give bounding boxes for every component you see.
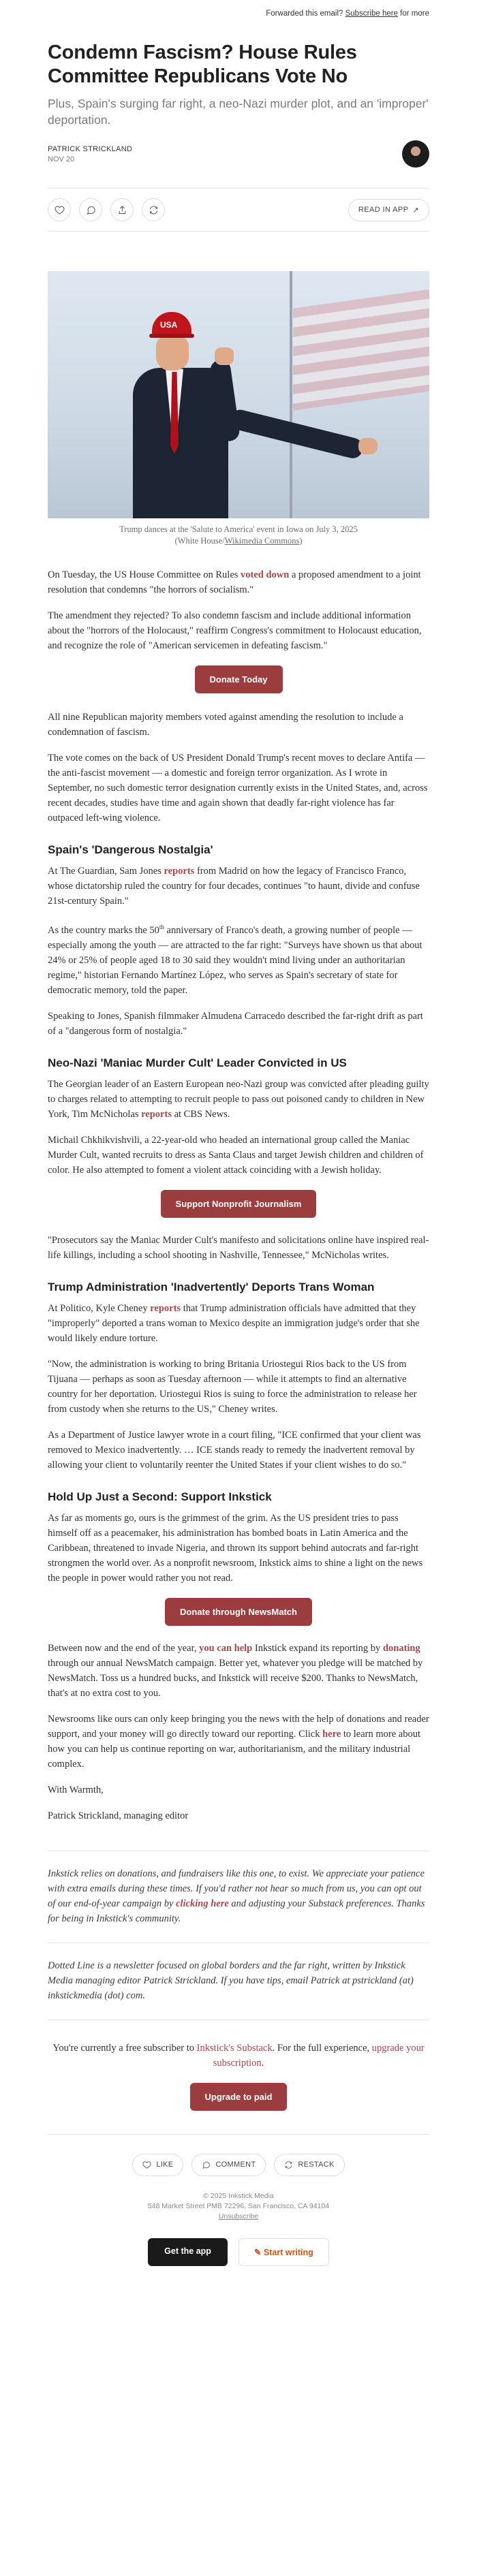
section-heading: Neo-Nazi 'Maniac Murder Cult' Leader Convicted in US bbox=[48, 1056, 347, 1069]
paragraph: On Tuesday, the US House Committee on Rules voted down a proposed amendment to a joint resolution that condemns "the horrors of socialism." bbox=[48, 569, 421, 595]
fundraiser-note: Inkstick relies on donations, and fundraisers like this one, to exist. We appreciate your patience with extra emails during these times. If you'd rather not hear so much from us, you can opt out of our end-of-year campaign by clicking here and adjusting your Substack preferences. Thanks for being in Inkstick's community. bbox=[48, 1868, 425, 1924]
paragraph: "Prosecutors say the Maniac Murder Cult's manifesto and solicitations online have inspired real-life killings, including a school shooting in Nashville, Tennessee," McNicholas writes. bbox=[48, 1234, 429, 1261]
you-can-help-link[interactable]: you can help bbox=[199, 1642, 253, 1654]
footer bbox=[48, 2041, 429, 2266]
figure-fist bbox=[215, 347, 234, 365]
hero-image[interactable] bbox=[48, 271, 429, 518]
read-in-app-label: READ IN APP bbox=[358, 206, 409, 214]
caption-main: Trump dances at the 'Salute to America' event in Iowa on July 3, 2025 bbox=[119, 524, 358, 534]
paragraph: "Now, the administration is working to bring Britania Uriostegui Rios back to the US from Tijuana — perhaps as soon as Tuesday afternoon — while it attempts to find an alternative country for her deportation. Uriostegui Rios is suing to force the administration to release her from custody when she returns to the US," Cheney writes. bbox=[48, 1358, 417, 1415]
paragraph: Michail Chkhikvishvili, a 22-year-old who headed an international group called the Maniac Murder Cult, wanted recruits to dress as Santa Claus and target Jewish children and children of color. He also attempted to foment a violent attack coinciding with a Jewish holiday. bbox=[48, 1134, 424, 1176]
forwarded-text: Forwarded this email? bbox=[266, 10, 343, 18]
donating-link[interactable]: donating bbox=[382, 1642, 420, 1654]
app-buttons bbox=[48, 2238, 429, 2266]
figure bbox=[133, 312, 235, 518]
subscription-notice: You're currently a free subscriber to Inkstick's Substack. For the full experience, upgrade your subscription. bbox=[52, 2042, 425, 2069]
paragraph: At The Guardian, Sam Jones reports from Madrid on how the legacy of Francisco Franco, whose dictatorship ruled the country for four decades, continues "to haunt, divide and confuse 21st-century Spain." bbox=[48, 866, 420, 907]
guardian-report-link[interactable]: reports bbox=[164, 866, 195, 877]
paragraph: Speaking to Jones, Spanish filmmaker Almudena Carracedo described the far-right drift as part of a "dangerous form of nostalgia." bbox=[48, 1010, 423, 1037]
paragraph: All nine Republican majority members voted against amending the resolution to include a condemnation of fascism. bbox=[48, 712, 403, 738]
author-avatar[interactable] bbox=[402, 140, 429, 168]
signature: Patrick Strickland, managing editor bbox=[48, 1810, 189, 1821]
cbs-report-link[interactable]: reports bbox=[141, 1108, 172, 1120]
caption-credit-prefix: (White House/ bbox=[174, 536, 225, 546]
donate-today-button[interactable]: Donate Today bbox=[195, 665, 283, 693]
figure-face bbox=[156, 336, 189, 371]
byline bbox=[48, 140, 429, 168]
pen-icon: ✎ bbox=[253, 2247, 264, 2257]
divider bbox=[48, 2134, 429, 2135]
post-date: NOV 20 bbox=[48, 155, 75, 163]
here-link[interactable]: here bbox=[322, 1728, 341, 1740]
upgrade-to-paid-button[interactable]: Upgrade to paid bbox=[190, 2083, 288, 2111]
unsubscribe-link[interactable]: Unsubscribe bbox=[218, 2212, 259, 2220]
opt-out-link[interactable]: clicking here bbox=[176, 1898, 229, 1909]
section-heading: Hold Up Just a Second: Support Inkstick bbox=[48, 1490, 272, 1503]
flagpole bbox=[290, 271, 292, 518]
action-bar bbox=[48, 188, 429, 232]
post-subtitle: Plus, Spain's surging far right, a neo-Nazi murder plot, and an 'improper' deportation. bbox=[48, 97, 429, 127]
address: 548 Market Street PMB 72296, San Francisco, CA 94104 bbox=[147, 2201, 330, 2210]
comment-icon bbox=[86, 205, 96, 215]
flag-background bbox=[293, 288, 429, 411]
restack-icon bbox=[284, 2161, 293, 2169]
paragraph: The vote comes on the back of US President Donald Trump's recent moves to declare Antifa — the anti-fascist movement — a domestic and foreign terror organization. As I wrote in September, no such domestic terror designation currently exists in the United States, and, across recent decades, studies have time and again shown that deadly far-right violence has far outpaced left-wing violence. bbox=[48, 753, 428, 823]
legal-info bbox=[48, 2191, 429, 2222]
upgrade-link[interactable]: upgrade your subscription bbox=[213, 2042, 425, 2069]
voted-down-link[interactable]: voted down bbox=[241, 569, 290, 580]
restack-icon bbox=[149, 205, 159, 215]
support-journalism-button[interactable]: Support Nonprofit Journalism bbox=[161, 1190, 317, 1218]
footer-comment-button[interactable]: COMMENT bbox=[191, 2154, 266, 2176]
copyright: © 2025 Inkstick Media bbox=[203, 2191, 274, 2200]
read-in-app-button[interactable] bbox=[348, 199, 429, 221]
paragraph: Between now and the end of the year, you can help Inkstick expand its reporting by donating through our annual NewsMatch campaign. Better yet, whatever you pledge will be matched by NewsMatch. Toss us a hundred bucks, and Inkstick will receive $200. Thanks to NewsMatch, that's at no extra cost to you. bbox=[48, 1642, 423, 1699]
paragraph: The Georgian leader of an Eastern European neo-Nazi group was convicted after pleading guilty to charges related to attempting to recruit people to pass out poisoned candy to children in New York, Tim McNicholas reports at CBS News. bbox=[48, 1078, 429, 1120]
cap-text: USA bbox=[160, 320, 178, 330]
paragraph: Newsrooms like ours can only keep bringing you the news with the help of donations and reader support, and your money will go directly toward our reporting. Click here to learn more about how you can help us continue reporting on war, authoritarianism, and the military industrial complex. bbox=[48, 1713, 429, 1770]
restack-button[interactable] bbox=[142, 198, 165, 221]
subscribe-link[interactable]: Subscribe here bbox=[345, 10, 398, 18]
red-cap-brim bbox=[149, 334, 194, 338]
paragraph: As a Department of Justice lawyer wrote in a court filing, "ICE confirmed that your client was removed to Mexico inadvertently. … ICE stands ready to remedy the inadvertent removal by allowing your client to voluntarily reenter the United States if your client wishes to do so." bbox=[48, 1429, 421, 1471]
politico-report-link[interactable]: reports bbox=[150, 1302, 181, 1314]
paragraph: The amendment they rejected? To also condemn fascism and include additional information about the "horrors of the Holocaust," reaffirm Congress's commitment to Holocaust education, and recognize the role of "American servicemen in defeating fascism." bbox=[48, 610, 422, 651]
signoff: With Warmth, bbox=[48, 1784, 104, 1795]
author-name[interactable]: PATRICK STRICKLAND bbox=[48, 144, 133, 153]
forwarded-bar bbox=[0, 0, 477, 20]
get-app-button[interactable]: Get the app bbox=[148, 2238, 228, 2266]
footer-restack-button[interactable]: RESTACK bbox=[274, 2154, 344, 2176]
paragraph: As far as moments go, ours is the grimmest of the grim. As the US president tries to pass himself off as a peacemaker, his administration has bombed boats in Latin America and the Caribbean, threatened to invade Nigeria, and thrown its support behind autocrats and far-right strongmen the world over. As a nonprofit newsroom, Inkstick aims to shine a light on the news the people in power would rather you not read. bbox=[48, 1512, 423, 1584]
comment-icon bbox=[202, 2161, 211, 2169]
figure-right-hand bbox=[358, 438, 378, 454]
caption-credit-suffix: ) bbox=[299, 536, 303, 546]
paragraph: As the country marks the 50th anniversary of Franco's death, a growing number of people — especially among the youth — are attracted to the far right: "Surveys have shown us that about 24% or 25% of people aged 18 to 30 said they wouldn't mind living under an authoritarian regime," historian Fernando Martínez López, who serves as Spain's secretary of state for democratic memory, told the paper. bbox=[48, 924, 422, 996]
section-heading: Trump Administration 'Inadvertently' Deports Trans Woman bbox=[48, 1280, 375, 1293]
substack-link[interactable]: Inkstick's Substack bbox=[196, 2042, 273, 2054]
footer-like-button[interactable]: LIKE bbox=[132, 2154, 183, 2176]
section-heading: Spain's 'Dangerous Nostalgia' bbox=[48, 843, 213, 856]
newsmatch-button[interactable]: Donate through NewsMatch bbox=[165, 1598, 312, 1626]
heart-icon bbox=[55, 205, 65, 215]
start-writing-button[interactable]: ✎ Start writing bbox=[238, 2238, 329, 2266]
caption-credit-link[interactable]: Wikimedia Commons bbox=[224, 536, 300, 546]
newsletter-note: Dotted Line is a newsletter focused on global borders and the far right, written by Inkstick Media managing editor Patrick Strickland. If you have tips, email Patrick at pstrickland (at) inkstickmedia (dot) com. bbox=[48, 1960, 414, 2001]
forwarded-suffix: for more bbox=[400, 10, 429, 18]
article-column bbox=[48, 41, 429, 2266]
external-arrow-icon: ↗ bbox=[412, 206, 419, 215]
figure-right-arm bbox=[228, 407, 365, 460]
image-caption bbox=[48, 524, 429, 547]
like-button[interactable] bbox=[48, 198, 71, 221]
post-title[interactable]: Condemn Fascism? House Rules Committee Republicans Vote No bbox=[48, 42, 357, 87]
paragraph: At Politico, Kyle Cheney reports that Trump administration officials have admitted that they "improperly" deported a trans woman to Mexico despite an immigration judge's order that she would likely endure torture. bbox=[48, 1302, 420, 1344]
heart-icon bbox=[142, 2161, 151, 2169]
share-icon bbox=[117, 205, 127, 215]
footer-actions bbox=[48, 2154, 429, 2176]
comment-button[interactable] bbox=[79, 198, 102, 221]
share-button[interactable] bbox=[110, 198, 134, 221]
